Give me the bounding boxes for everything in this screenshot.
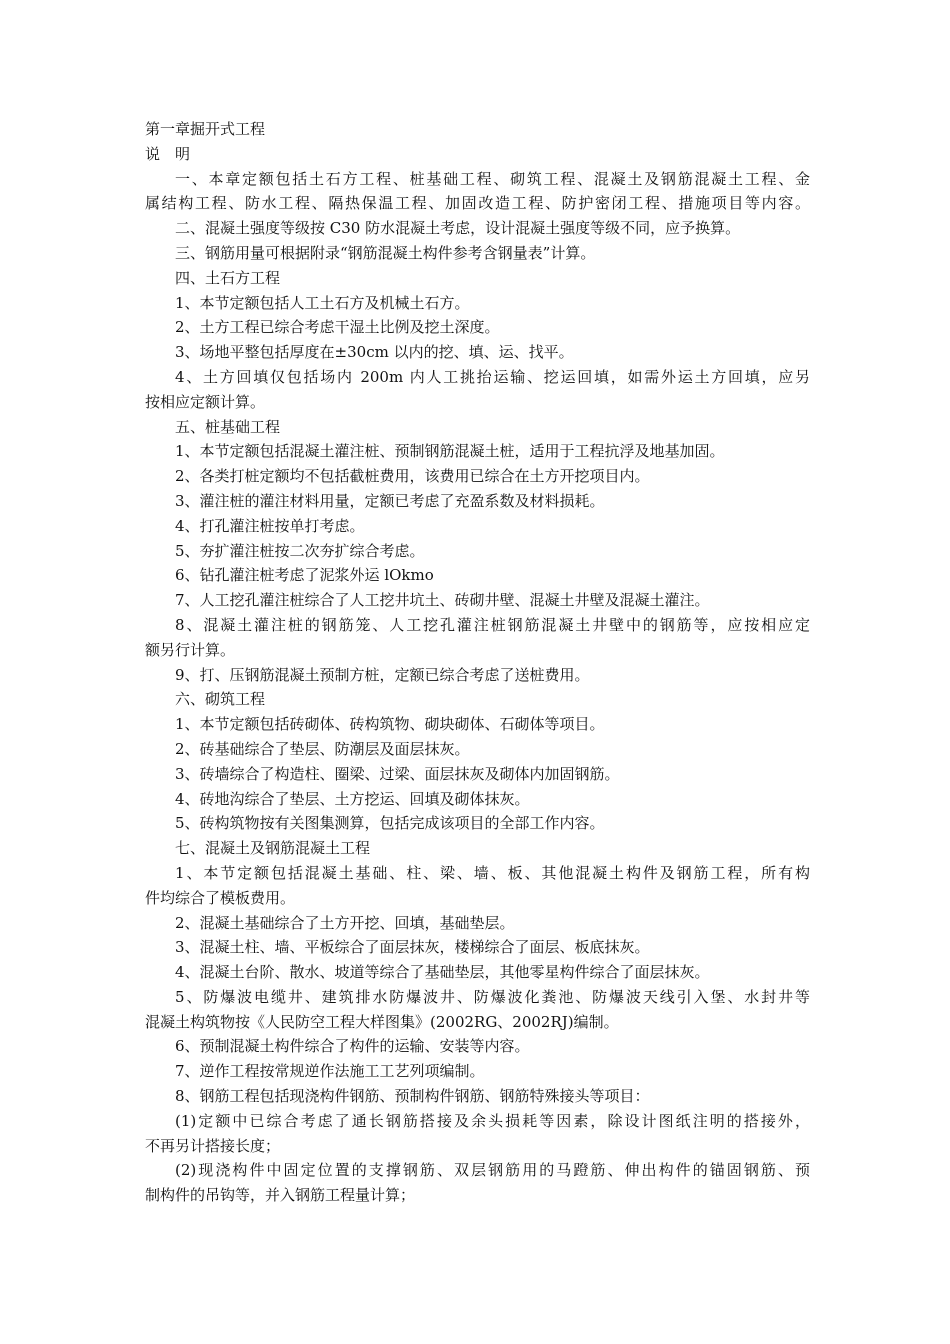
text-line: 一、本章定额包括土石方工程、桩基础工程、砌筑工程、混凝土及钢筋混凝土工程、金	[175, 169, 810, 188]
text-line: 混凝土构筑物按《人民防空工程大样图集》(2002RG、2002RJ)编制。	[145, 1012, 619, 1031]
text-line: 1、本节定额包括混凝土基础、柱、梁、墙、板、其他混凝土构件及钢筋工程，所有构	[175, 863, 810, 882]
text-line: 三、钢筋用量可根据附录“钢筋混凝土构件参考含钢量表”计算。	[175, 243, 596, 262]
text-line: 2、各类打桩定额均不包括截桩费用，该费用已综合在土方开挖项目内。	[175, 467, 650, 486]
text-line: 五、桩基础工程	[175, 417, 281, 436]
text-line: 6、钻孔灌注桩考虑了泥浆外运 lOkmo	[175, 566, 434, 585]
text-line: 六、砌筑工程	[175, 690, 266, 709]
text-line: 3、砖墙综合了构造柱、圈梁、过梁、面层抹灰及砌体内加固钢筋。	[175, 764, 620, 783]
text-line: 8、混凝土灌注桩的钢筋笼、人工挖孔灌注桩钢筋混凝土井壁中的钢筋等，应按相应定	[175, 615, 810, 634]
document-body	[145, 117, 810, 1208]
text-line: 说 明	[145, 144, 191, 163]
text-line: 4、砖地沟综合了垫层、土方挖运、回填及砌体抹灰。	[175, 789, 530, 808]
text-line: 4、混凝土台阶、散水、坡道等综合了基础垫层，其他零星构件综合了面层抹灰。	[175, 963, 710, 982]
text-line: 3、场地平整包括厚度在±30cm 以内的挖、填、运、找平。	[175, 343, 574, 362]
text-line: 七、混凝土及钢筋混凝土工程	[175, 839, 371, 858]
text-line: (2)现浇构件中固定位置的支撑钢筋、双层钢筋用的马蹬筋、伸出构件的锚固钢筋、预	[175, 1161, 810, 1180]
text-line: 不再另计搭接长度；	[145, 1136, 281, 1155]
text-line: 二、混凝土强度等级按 C30 防水混凝土考虑，设计混凝土强度等级不同，应予换算。	[175, 219, 741, 238]
text-line: 2、砖基础综合了垫层、防潮层及面层抹灰。	[175, 739, 470, 758]
text-line: 5、砖构筑物按有关图集测算，包括完成该项目的全部工作内容。	[175, 814, 605, 833]
text-line: 3、灌注桩的灌注材料用量，定额已考虑了充盈系数及材料损耗。	[175, 491, 605, 510]
text-line: 6、预制混凝土构件综合了构件的运输、安装等内容。	[175, 1037, 530, 1056]
text-line: 1、本节定额包括人工土石方及机械土石方。	[175, 293, 470, 312]
text-line: 第一章掘开式工程	[145, 120, 266, 138]
text-line: 四、土石方工程	[175, 268, 281, 287]
text-line: 1、本节定额包括混凝土灌注桩、预制钢筋混凝土桩，适用于工程抗浮及地基加固。	[175, 442, 725, 461]
text-line: 5、防爆波电缆井、建筑排水防爆波井、防爆波化粪池、防爆波天线引入堡、水封井等	[175, 987, 810, 1006]
text-line: 件均综合了模板费用。	[145, 888, 296, 907]
text-line: 7、人工挖孔灌注桩综合了人工挖井坑土、砖砌井壁、混凝土井壁及混凝土灌注。	[175, 591, 710, 610]
text-line: 4、土方回填仅包括场内 200m 内人工挑抬运输、挖运回填，如需外运土方回填，应另	[175, 367, 810, 386]
text-line: 制构件的吊钩等，并入钢筋工程量计算；	[145, 1186, 416, 1205]
text-line: 8、钢筋工程包括现浇构件钢筋、预制构件钢筋、钢筋特殊接头等项目：	[175, 1087, 650, 1106]
text-line: 按相应定额计算。	[145, 392, 266, 411]
text-line: 额另行计算。	[145, 640, 236, 659]
text-line: 4、打孔灌注桩按单打考虑。	[175, 516, 365, 535]
text-line: 3、混凝土柱、墙、平板综合了面层抹灰，楼梯综合了面层、板底抹灰。	[175, 938, 650, 957]
document-page	[145, 117, 810, 1208]
text-line: 5、夯扩灌注桩按二次夯扩综合考虑。	[175, 541, 425, 560]
text-line: 7、逆作工程按常规逆作法施工工艺列项编制。	[175, 1062, 485, 1081]
text-line: 2、混凝土基础综合了土方开挖、回填，基础垫层。	[175, 913, 515, 932]
text-line: 9、打、压钢筋混凝土预制方桩，定额已综合考虑了送桩费用。	[175, 665, 590, 684]
text-line: (1)定额中已综合考虑了通长钢筋搭接及余头损耗等因素，除设计图纸注明的搭接外，	[175, 1111, 810, 1130]
text-line: 1、本节定额包括砖砌体、砖构筑物、砌块砌体、石砌体等项目。	[175, 715, 605, 734]
text-line: 属结构工程、防水工程、隔热保温工程、加固改造工程、防护密闭工程、措施项目等内容。	[145, 194, 810, 213]
text-line: 2、土方工程已综合考虑干湿土比例及挖土深度。	[175, 318, 500, 337]
